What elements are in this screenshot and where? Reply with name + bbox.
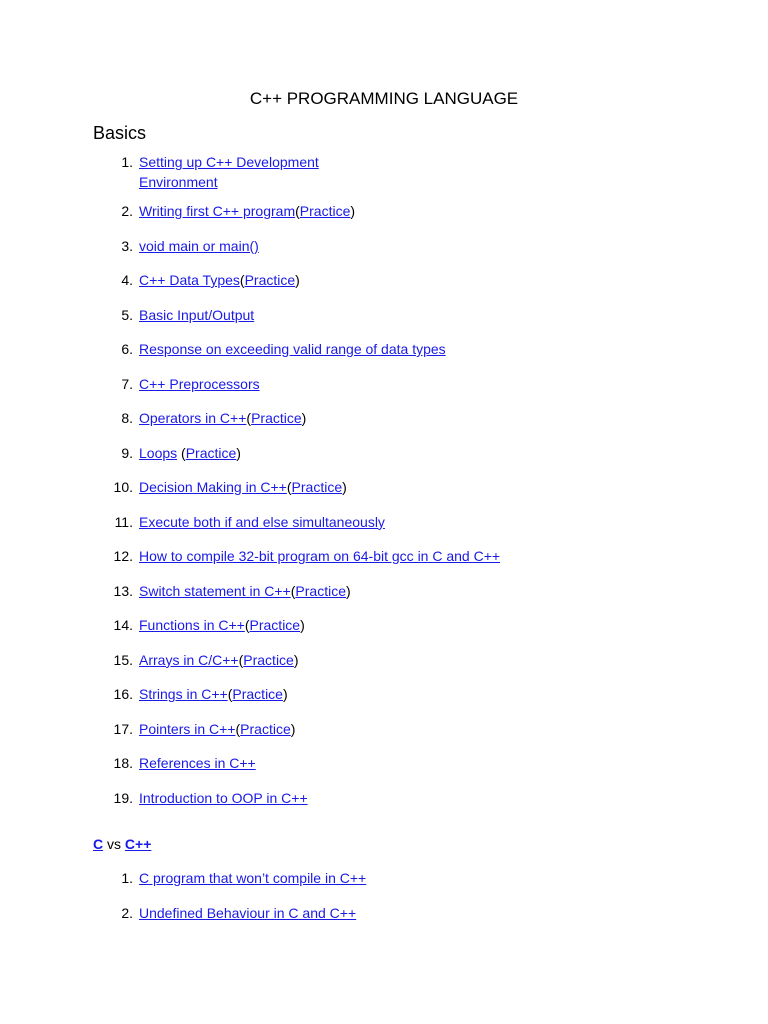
topic-link[interactable]: Operators in C++ — [139, 410, 247, 426]
list-item-text — [139, 868, 366, 888]
list-item-number: 10. — [113, 479, 133, 495]
list-item-number: 11. — [114, 513, 133, 530]
list-item — [0, 374, 768, 394]
topic-link[interactable]: Writing first C++ program — [139, 203, 296, 219]
list-item-number: 12. — [113, 548, 133, 564]
list-item — [0, 339, 768, 359]
list-item — [0, 753, 768, 773]
topic-link[interactable]: References in C++ — [139, 755, 256, 771]
topic-link[interactable]: Setting up C++ Development Environment — [139, 154, 319, 190]
list-item-text — [139, 581, 351, 601]
topic-link[interactable]: Undefined Behaviour in C and C++ — [139, 904, 357, 921]
list-item-number: 8. — [121, 410, 133, 426]
topic-link[interactable]: C++ Preprocessors — [139, 375, 260, 392]
list-item-text — [139, 650, 299, 670]
paren-close: ) — [236, 444, 241, 461]
list-item-text — [139, 305, 254, 325]
paren-open: ( — [235, 720, 241, 737]
list-item-number: 2. — [121, 203, 133, 219]
basics-list — [0, 152, 768, 822]
practice-link[interactable]: Practice — [243, 651, 294, 668]
paren-open: ( — [177, 444, 186, 461]
practice-link[interactable]: Practice — [244, 272, 296, 288]
list-item-text — [139, 152, 319, 192]
topic-link[interactable]: Strings in C++ — [139, 686, 228, 702]
list-item-text — [139, 684, 288, 704]
list-item-number: 5. — [121, 306, 133, 323]
list-item-text — [139, 270, 300, 290]
list-item-text — [139, 512, 385, 532]
paren-open: ( — [239, 272, 245, 288]
list-item — [0, 650, 768, 670]
paren-open: ( — [286, 479, 292, 495]
practice-link[interactable]: Practice — [291, 479, 343, 495]
topic-link[interactable]: C program that won’t compile in C++ — [139, 870, 367, 886]
list-item — [0, 512, 768, 532]
practice-link[interactable]: Practice — [240, 720, 291, 737]
practice-link[interactable]: Practice — [299, 203, 351, 219]
topic-link[interactable]: Execute both if and else simultaneously — [139, 513, 385, 530]
list-item — [0, 719, 768, 739]
list-item — [0, 546, 768, 566]
paren-open: ( — [295, 203, 300, 219]
list-item-number: 17. — [113, 720, 133, 737]
practice-link[interactable]: Practice — [185, 444, 237, 461]
topic-link[interactable]: Functions in C++ — [139, 617, 245, 633]
practice-link[interactable]: Practice — [251, 410, 302, 426]
paren-close: ) — [282, 686, 288, 702]
list-item — [0, 270, 768, 290]
list-item-number: 19. — [113, 789, 133, 806]
paren-close: ) — [301, 410, 307, 426]
list-item-text — [139, 546, 500, 566]
list-item-text — [139, 236, 259, 256]
paren-close: ) — [350, 203, 356, 219]
list-item — [0, 581, 768, 601]
list-item-text — [139, 903, 356, 923]
topic-link[interactable]: Response on exceeding valid range of data types — [139, 341, 446, 357]
paren-close: ) — [342, 479, 347, 495]
practice-link[interactable]: Practice — [232, 686, 283, 702]
topic-link[interactable]: Arrays in C/C++ — [139, 651, 239, 668]
paren-open: ( — [227, 686, 233, 702]
list-item — [0, 408, 768, 428]
paren-close: ) — [290, 720, 296, 737]
paren-close: ) — [293, 651, 299, 668]
list-item-text — [139, 788, 308, 808]
list-item — [0, 201, 768, 221]
page-title: C++ PROGRAMMING LANGUAGE — [249, 89, 519, 108]
list-item-text — [139, 201, 355, 221]
list-item — [0, 788, 768, 808]
paren-open: ( — [238, 651, 244, 668]
topic-link[interactable]: Basic Input/Output — [139, 306, 255, 323]
list-item-number: 16. — [113, 686, 133, 702]
practice-link[interactable]: Practice — [295, 582, 346, 599]
list-item-text — [139, 408, 306, 428]
list-item — [0, 868, 768, 888]
list-item — [0, 684, 768, 704]
list-item-number: 3. — [121, 237, 133, 254]
list-item — [0, 305, 768, 325]
section-heading-c-vs-cpp — [93, 834, 151, 854]
list-item-text — [139, 615, 305, 635]
c-vs-cpp-list — [0, 868, 768, 937]
list-item-number: 4. — [121, 272, 133, 288]
list-item-text — [139, 339, 446, 359]
list-item-number: 18. — [113, 755, 133, 771]
list-item-number: 14. — [113, 617, 133, 633]
topic-link[interactable]: Switch statement in C++ — [139, 582, 291, 599]
topic-link[interactable]: Pointers in C++ — [139, 720, 236, 737]
topic-link[interactable]: Decision Making in C++ — [139, 479, 287, 495]
cpp-link[interactable]: C++ — [124, 836, 152, 852]
list-item — [0, 443, 768, 463]
list-item — [0, 236, 768, 256]
list-item-number: 13. — [113, 582, 133, 599]
topic-link[interactable]: C++ Data Types — [139, 272, 240, 288]
list-item-number: 6. — [121, 341, 133, 357]
list-item — [0, 152, 768, 192]
topic-link[interactable]: void main or main() — [139, 237, 259, 254]
list-item-text — [139, 443, 241, 463]
list-item-text — [139, 753, 256, 773]
list-item-number: 9. — [121, 444, 133, 461]
list-item-number: 2. — [121, 904, 133, 921]
paren-open: ( — [246, 410, 252, 426]
c-link[interactable]: C — [93, 836, 104, 852]
vs-text: vs — [103, 836, 125, 852]
topic-link[interactable]: Loops — [139, 444, 178, 461]
paren-close: ) — [295, 272, 300, 288]
list-item-number: 1. — [121, 154, 133, 170]
list-item-text — [139, 477, 347, 497]
list-item — [0, 477, 768, 497]
paren-close: ) — [300, 617, 305, 633]
paren-open: ( — [290, 582, 296, 599]
list-item — [0, 903, 768, 923]
list-item-number: 15. — [113, 651, 133, 668]
topic-link[interactable]: Introduction to OOP in C++ — [139, 789, 308, 806]
list-item-number: 1. — [121, 870, 133, 886]
list-item-number: 7. — [121, 375, 133, 392]
paren-close: ) — [346, 582, 351, 599]
section-heading-basics: Basics — [93, 123, 147, 143]
practice-link[interactable]: Practice — [249, 617, 301, 633]
paren-open: ( — [244, 617, 250, 633]
list-item-text — [139, 719, 295, 739]
list-item-text — [139, 374, 260, 394]
topic-link[interactable]: How to compile 32-bit program on 64-bit gcc in C and C++ — [139, 548, 501, 564]
list-item — [0, 615, 768, 635]
